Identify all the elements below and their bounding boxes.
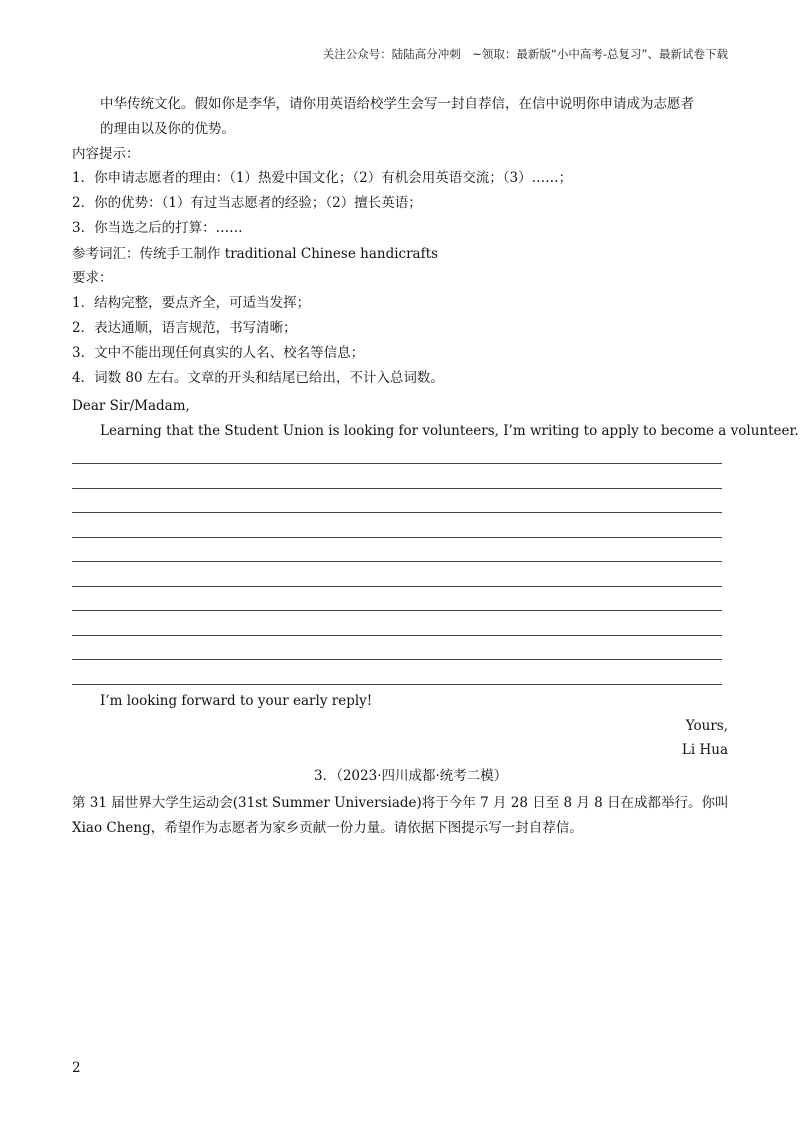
question3-title: 3．（2023·四川成都·统考二模） xyxy=(314,768,508,784)
writing-line xyxy=(72,537,722,538)
letter-closing: I’m looking forward to your early reply! xyxy=(100,693,373,709)
writing-line xyxy=(72,512,722,513)
writing-line xyxy=(72,635,722,636)
writing-line xyxy=(72,586,722,587)
page-header: 关注公众号：陆陆高分冲刺 ~领取：最新版“小中高考-总复习”、最新试卷下载 xyxy=(322,47,728,61)
requirement-item: 1．结构完整，要点齐全，可适当发挥； xyxy=(72,295,311,311)
requirement-item: 2．表达通顺，语言规范，书写清晰； xyxy=(72,320,297,336)
letter-signature: Li Hua xyxy=(681,742,728,758)
writing-line xyxy=(72,659,722,660)
hint-item: 3．你当选之后的打算：…… xyxy=(72,220,243,236)
task-intro-line2: 的理由以及你的优势。 xyxy=(100,121,235,137)
letter-signoff: Yours, xyxy=(685,718,728,734)
writing-line xyxy=(72,488,722,489)
page-number: 2 xyxy=(72,1060,81,1076)
requirement-item: 3．文中不能出现任何真实的人名、校名等信息； xyxy=(72,345,365,361)
writing-line xyxy=(72,684,722,685)
hint-item: 2．你的优势：（1）有过当志愿者的经验；（2）擅长英语； xyxy=(72,195,422,211)
question3-line1: 第 31 届世界大学生运动会(31st Summer Universiade)将于今年 7 月 28 日至 8 月 8 日在成都举行。你叫 xyxy=(72,795,729,811)
task-intro-line1: 中华传统文化。假如你是李华，请你用英语给校学生会写一封自荐信，在信中说明你申请成为志愿者 xyxy=(100,96,694,112)
writing-line xyxy=(72,610,722,611)
requirements-label: 要求： xyxy=(72,270,113,286)
letter-opening: Learning that the Student Union is looking for volunteers, I’m writing to apply to become a volunteer. xyxy=(100,423,799,439)
question3-line2: Xiao Cheng，希望作为志愿者为家乡贡献一份力量。请依据下图提示写一封自荐信。 xyxy=(72,820,583,836)
writing-line xyxy=(72,463,722,464)
hints-label: 内容提示： xyxy=(72,146,140,162)
requirement-item: 4．词数 80 左右。文章的开头和结尾已给出，不计入总词数。 xyxy=(72,370,444,386)
vocab-line: 参考词汇：传统手工制作 traditional Chinese handicrafts xyxy=(72,246,438,262)
writing-line xyxy=(72,561,722,562)
hint-item: 1．你申请志愿者的理由：（1）热爱中国文化；（2）有机会用英语交流；（3）……； xyxy=(72,170,573,186)
letter-salutation: Dear Sir/Madam, xyxy=(72,398,190,414)
